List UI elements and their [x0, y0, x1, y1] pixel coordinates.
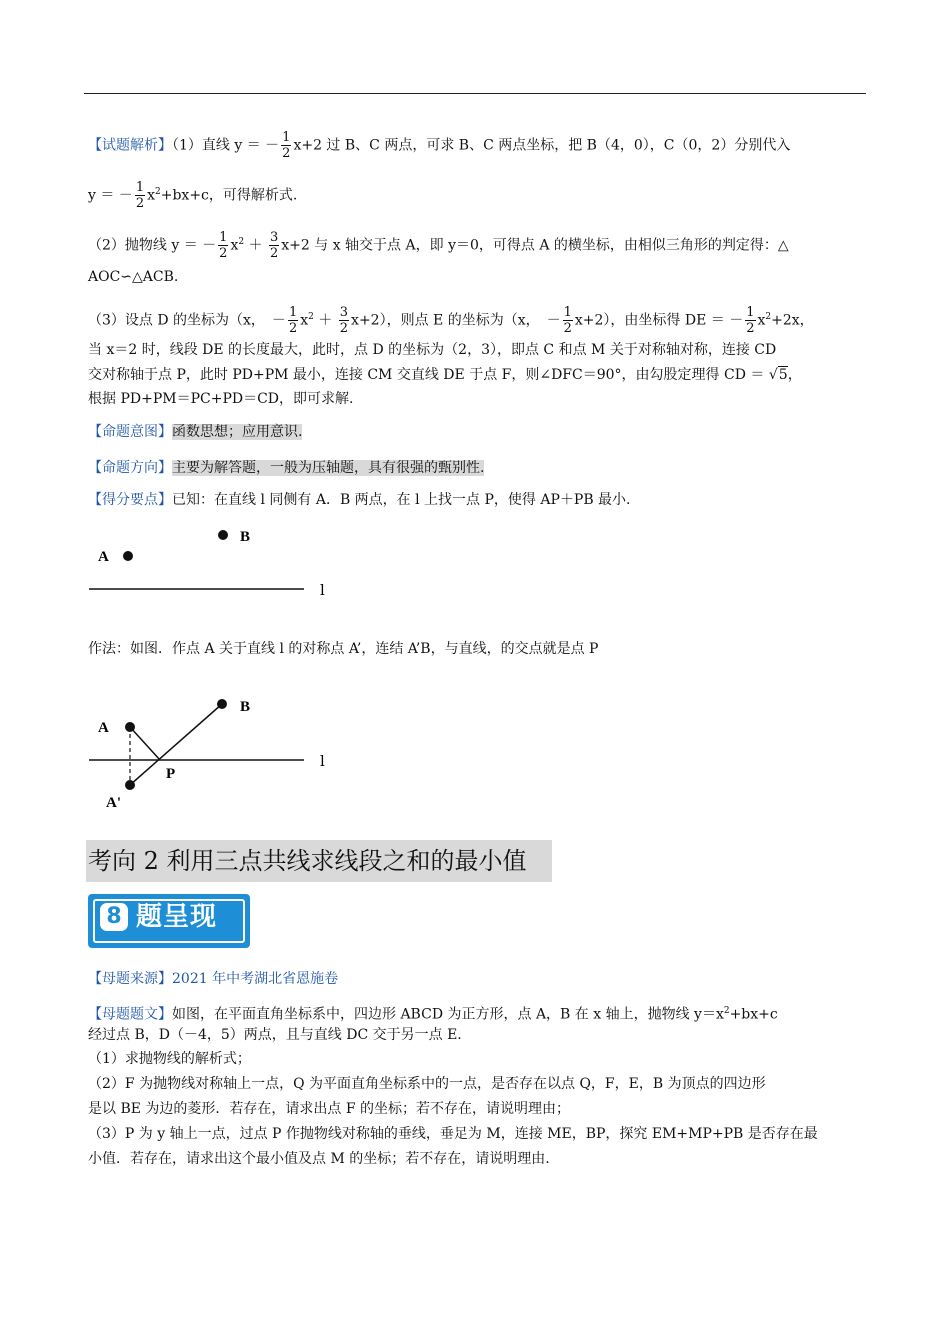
analysis-line-4 — [88, 266, 178, 288]
analysis-line-2 — [88, 180, 297, 211]
denominator: 2 — [219, 246, 228, 261]
denominator: 2 — [746, 321, 755, 336]
denominator: 2 — [270, 246, 279, 261]
source-line — [88, 968, 338, 990]
method-text: 作法：如图．作点 A 关于直线 l 的对称点 A’，连结 A’B，与直线，的交点就是点 P — [88, 641, 599, 657]
numerator: 1 — [282, 130, 291, 145]
question-3-line-1: （3）P 为 y 轴上一点，过点 P 作抛物线对称轴的垂线，垂足为 M，连接 ME，BP，探究 EM+MP+PB 是否存在最 — [88, 1126, 818, 1142]
problem-tag: 【母题题文】 — [88, 1006, 172, 1023]
banner-text: 题呈现 — [136, 902, 218, 932]
text-run: x — [147, 187, 155, 204]
problem-line-1 — [88, 1000, 778, 1026]
keypoints-line — [88, 489, 631, 511]
analysis-line-1 — [88, 130, 790, 161]
denominator: 2 — [282, 146, 291, 161]
intent-line — [88, 421, 302, 443]
numerator: 1 — [135, 180, 145, 195]
numerator: 1 — [746, 305, 755, 320]
label-b: B — [240, 529, 251, 545]
denominator: 2 — [339, 321, 349, 336]
text-run: ， — [787, 367, 802, 383]
label-a: A — [98, 720, 109, 736]
keypoints-text: 已知：在直线 l 同侧有 A．B 两点，在 l 上找一点 P，使得 AP＋PB 最小. — [172, 492, 631, 508]
analysis-tag: 【试题解析】 — [88, 137, 172, 154]
banner-number-icon: 8 — [100, 903, 128, 931]
text-run: 如图，在平面直角坐标系中，四边形 ABCD 为正方形，点 A，B 在 x 轴上，抛物线 y＝x — [172, 1006, 724, 1023]
header-rule — [84, 93, 866, 94]
fraction — [281, 130, 291, 161]
keypoints-tag: 【得分要点】 — [88, 492, 172, 508]
label-b: B — [240, 699, 251, 715]
figure-2-diagram — [80, 690, 340, 815]
text-run: +2x， — [771, 312, 814, 329]
text-run: （2）抛物线 y ＝ － — [88, 237, 217, 254]
analysis-line-6: 当 x＝2 时，线段 DE 的长度最大，此时，点 D 的坐标为（2，3），即点 C 和点 M 关于对称轴对称，连接 CD — [88, 342, 777, 358]
fraction — [218, 230, 228, 261]
question-2-line-2: 是以 BE 为边的菱形．若存在，请求出点 F 的坐标；若不存在，请说明理由； — [88, 1101, 571, 1117]
intent-text: 函数思想；应用意识. — [172, 424, 303, 440]
analysis-line-8: 根据 PD+PM＝PC+PD＝CD，即可求解. — [88, 391, 354, 407]
fraction — [563, 305, 573, 336]
problem-line-2: 经过点 B，D（－4，5）两点，且与直线 DC 交于另一点 E. — [88, 1027, 462, 1043]
question-2-line-1: （2）F 为抛物线对称轴上一点，Q 为平面直角坐标系中的一点，是否存在以点 Q，F，E，B 为顶点的四边形 — [88, 1076, 766, 1092]
text-run: x+2），则点 E 的坐标为（x， － — [351, 312, 561, 329]
point-a-prime — [125, 780, 135, 790]
fraction — [269, 230, 279, 261]
numerator: 1 — [288, 305, 298, 320]
text-run: x — [757, 312, 766, 329]
point-a — [125, 722, 135, 732]
superscript: 2 — [238, 236, 245, 247]
superscript: 2 — [155, 186, 161, 197]
text-run: （1）直线 y ＝ － — [172, 137, 280, 154]
numerator: 1 — [563, 305, 572, 320]
text-run: +bx+c，可得解析式. — [160, 187, 298, 204]
point-a — [123, 551, 133, 561]
text-run: x — [230, 237, 239, 254]
text-run: ＋ — [244, 237, 267, 254]
text-run: y ＝ － — [88, 187, 133, 204]
denominator: 2 — [135, 196, 145, 211]
problem-banner — [88, 894, 250, 948]
numerator: 3 — [270, 230, 279, 245]
label-l: l — [320, 581, 325, 599]
sqrt-value: 5 — [778, 367, 788, 383]
intent-tag: 【命题意图】 — [88, 424, 172, 440]
question-3-line-2: 小值．若存在，请求出这个最小值及点 M 的坐标；若不存在，请说明理由. — [88, 1151, 550, 1167]
fraction — [339, 305, 349, 336]
label-p: P — [166, 766, 176, 782]
label-l: l — [320, 752, 325, 770]
fraction — [288, 305, 298, 336]
segment-a2b — [130, 704, 222, 785]
superscript: 2 — [723, 1006, 730, 1016]
source-tag: 【母题来源】 — [88, 971, 172, 987]
label-a-prime: A' — [106, 795, 121, 811]
text-run: +bx+c — [729, 1006, 778, 1023]
label-a: A — [98, 549, 109, 565]
point-b — [217, 699, 227, 709]
superscript: 2 — [765, 311, 772, 322]
text-run: （3）设点 D 的坐标为（x， － — [88, 312, 286, 329]
direction-text: 主要为解答题，一般为压轴题，具有很强的甄别性. — [172, 460, 485, 476]
text-run: x+2 与 x 轴交于点 A，即 y＝0，可得点 A 的横坐标，由相似三角形的判定得：△ — [281, 237, 789, 254]
fraction — [135, 180, 145, 211]
section-heading: 考向 2 利用三点共线求线段之和的最小值 — [86, 840, 552, 882]
direction-tag: 【命题方向】 — [88, 460, 172, 476]
text-run: x+2），由坐标得 DE ＝ － — [574, 312, 744, 329]
text-run: ＋ — [313, 312, 337, 329]
numerator: 3 — [339, 305, 349, 320]
figure-1-diagram — [80, 520, 340, 610]
question-1: （1）求抛物线的解析式； — [88, 1051, 251, 1067]
point-b — [218, 530, 228, 540]
source-text: 2021 年中考湖北省恩施卷 — [172, 971, 339, 987]
sqrt-sign: √ — [768, 367, 778, 383]
text-run: x — [300, 312, 309, 329]
direction-line — [88, 457, 484, 479]
fraction — [745, 305, 755, 336]
text-run: 交对称轴于点 P，此时 PD+PM 最小，连接 CM 交直线 DE 于点 F，则∠DFC＝90°，由勾股定理得 CD ＝ — [88, 367, 769, 383]
superscript: 2 — [308, 311, 314, 322]
analysis-line-5 — [88, 305, 814, 336]
denominator: 2 — [288, 321, 298, 336]
text-run: AOC∽△ACB. — [88, 269, 179, 285]
denominator: 2 — [563, 321, 572, 336]
analysis-line-3 — [88, 230, 789, 261]
analysis-line-7 — [88, 364, 802, 386]
segment-ap — [130, 727, 160, 760]
text-run: x+2 过 B、C 两点，可求 B、C 两点坐标，把 B（4，0），C（0，2）分别代入 — [293, 137, 791, 154]
numerator: 1 — [219, 230, 228, 245]
